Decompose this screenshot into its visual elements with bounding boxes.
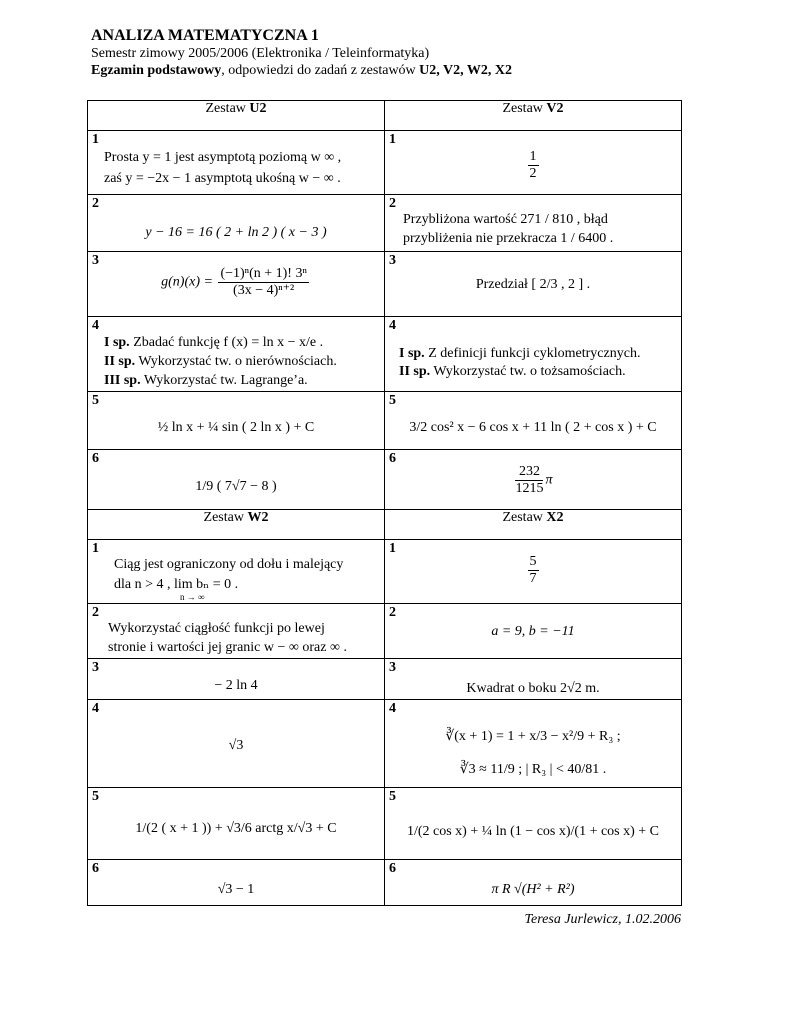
answer-text: Ciąg jest ograniczony od dołu i malejący [114,557,344,572]
answer-row [88,659,682,700]
u2-answer-3 [88,252,385,317]
x2-answer-5 [385,788,682,860]
task-number: 4 [389,318,396,333]
answer-formula: 3/2 cos² x − 6 cos x + 11 ln ( 2 + cos x ) + C [409,420,657,435]
set-header-v2: Zestaw V2 [385,101,682,131]
task-number: 3 [389,660,396,675]
document-header [91,26,691,79]
task-number: 5 [92,393,99,408]
answer-text: przybliżenia nie przekracza 1 / 6400 . [403,231,614,246]
task-number: 2 [389,605,396,620]
x2-answer-1 [385,540,682,604]
fraction-denominator: 2 [529,166,537,181]
task-number: 6 [92,861,99,876]
exam-description: , odpowiedzi do zadań z zestawów [221,63,420,78]
set-header-u2: Zestaw U2 [88,101,385,131]
task-number: 6 [389,861,396,876]
task-number: 1 [389,132,396,147]
fraction-numerator: 232 [515,464,543,481]
semester-line: Semestr zimowy 2005/2006 (Elektronika / Teleinformatyka) [91,46,430,61]
u2-answer-6 [88,450,385,510]
set-header-x2: Zestaw X2 [385,510,682,540]
pi-symbol: π [545,472,553,488]
answer-text: I sp. Zbadać funkcję f (x) = ln x − x/e . [104,335,324,350]
answer-text: Wykorzystać ciągłość funkcji po lewej [108,621,325,636]
task-number: 2 [92,196,99,211]
answer-formula: ∛(x + 1) = 1 + x/3 − x²/9 + R₃ ; [445,729,621,744]
sets-list: U2, V2, W2, X2 [419,63,512,78]
answer-row [88,195,682,252]
task-number: 3 [389,253,396,268]
answer-row [88,252,682,317]
fraction-numerator: (−1)ⁿ(n + 1)! 3ⁿ [220,266,307,281]
u2-answer-5 [88,392,385,450]
answer-text: Prosta y = 1 jest asymptotą poziomą w ∞ , [104,150,342,165]
fraction-denominator: 1215 [515,481,544,496]
answer-row [88,860,682,906]
document-title: ANALIZA MATEMATYCZNA 1 [91,27,319,44]
task-number: 4 [92,318,99,333]
answers-table [87,100,682,906]
set-header-row [88,510,682,540]
answer-row [88,604,682,659]
answer-formula: y − 16 = 16 ( 2 + ln 2 ) ( x − 3 ) [145,225,327,240]
answer-text: stronie i wartości jej granic w − ∞ oraz ∞ . [108,640,347,655]
answer-row [88,450,682,510]
task-number: 4 [389,701,396,716]
set-header-row [88,101,682,131]
task-number: 6 [389,451,396,466]
task-number: 1 [92,132,99,147]
answer-formula [88,266,384,299]
u2-answer-2 [88,195,385,252]
answer-formula: 1/(2 ( x + 1 )) + √3/6 arctg x/√3 + C [135,821,337,836]
answer-formula: 1/9 ( 7√7 − 8 ) [195,479,277,494]
task-number: 5 [92,789,99,804]
answer-row [88,540,682,604]
v2-answer-5 [385,392,682,450]
answer-formula [385,464,681,497]
answer-text: III sp. Wykorzystać tw. Lagrange’a. [104,373,308,388]
w2-answer-2 [88,604,385,659]
answer-text: Przybliżona wartość 271 / 810 , błąd [403,212,608,227]
task-number: 3 [92,660,99,675]
task-number: 2 [92,605,99,620]
x2-answer-6 [385,860,682,906]
fraction-numerator: 1 [529,149,537,164]
author-signature: Teresa Jurlewicz, 1.02.2006 [524,912,681,927]
answer-formula: ½ ln x + ¼ sin ( 2 ln x ) + C [157,420,315,435]
answer-formula: √3 [228,738,244,753]
fraction-numerator: 5 [529,554,537,569]
task-number: 6 [92,451,99,466]
task-number: 1 [389,541,396,556]
x2-answer-4 [385,700,682,788]
answer-formula [385,554,681,587]
answer-formula: 1/(2 cos x) + ¼ ln (1 − cos x)/(1 + cos x) + C [406,824,660,839]
task-number: 3 [92,253,99,268]
fraction-denominator: (3x − 4)ⁿ⁺² [233,283,295,298]
w2-answer-4 [88,700,385,788]
formula-lhs: g(n)(x) = [161,274,213,290]
answer-formula: π R √(H² + R²) [491,882,575,897]
v2-answer-3 [385,252,682,317]
answer-row [88,700,682,788]
u2-answer-4 [88,317,385,392]
answer-text: I sp. Z definicji funkcji cyklometrycznych. [399,346,641,361]
answer-formula: √3 − 1 [217,882,255,897]
x2-answer-2 [385,604,682,659]
v2-answer-4 [385,317,682,392]
w2-answer-1 [88,540,385,604]
answer-formula: − 2 ln 4 [214,678,258,693]
v2-answer-6 [385,450,682,510]
fraction-denominator: 7 [529,571,537,586]
set-header-w2: Zestaw W2 [88,510,385,540]
answer-row [88,317,682,392]
x2-answer-3 [385,659,682,700]
u2-answer-1 [88,131,385,195]
exam-type: Egzamin podstawowy [91,63,222,78]
answer-text: II sp. Wykorzystać tw. o nierównościach. [104,354,337,369]
task-number: 4 [92,701,99,716]
answer-row [88,392,682,450]
answer-formula: Przedział [ 2/3 , 2 ] . [475,277,591,292]
answer-row [88,788,682,860]
answer-text: zaś y = −2x − 1 asymptotą ukośną w − ∞ . [104,171,341,186]
answer-text: dla n > 4 , lim bₙ = 0 . [114,577,239,592]
task-number: 1 [92,541,99,556]
task-number: 2 [389,196,396,211]
v2-answer-2 [385,195,682,252]
task-number: 5 [389,789,396,804]
task-number: 5 [389,393,396,408]
answer-row [88,131,682,195]
exam-line [91,62,691,79]
answer-formula: a = 9, b = −11 [491,624,575,639]
answer-formula: ∛3 ≈ 11/9 ; | R₃ | < 40/81 . [459,762,607,777]
w2-answer-5 [88,788,385,860]
answer-text: II sp. Wykorzystać tw. o tożsamościach. [399,364,626,379]
w2-answer-3 [88,659,385,700]
answer-formula: Kwadrat o boku 2√2 m. [466,681,600,696]
w2-answer-6 [88,860,385,906]
answer-formula [385,149,681,182]
v2-answer-1 [385,131,682,195]
limit-subscript: n → ∞ [180,592,205,602]
